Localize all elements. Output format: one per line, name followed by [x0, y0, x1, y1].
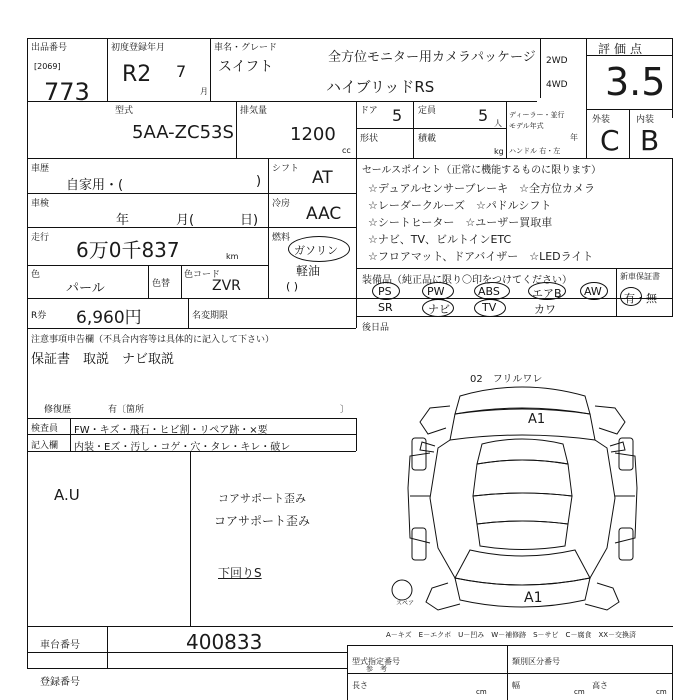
inspection-month: 月( [176, 213, 195, 228]
note-underbody: 下回りS [218, 566, 262, 580]
displacement-value: 1200 [290, 124, 336, 145]
ac-label: 冷房 [272, 199, 291, 209]
color-change-label: 色替 [152, 279, 171, 289]
equip-ps-circle [372, 282, 400, 300]
inspector-row-interior: 内装・Eズ・汚し・コゲ・穴・タレ・キレ・破レ [74, 442, 291, 453]
load-label: 積載 [418, 134, 437, 144]
damage-mark-top: 02 フリルワレ [470, 374, 543, 385]
color-label: 色 [31, 270, 41, 280]
height-unit: cm [656, 688, 667, 696]
kg-unit: kg [494, 147, 504, 156]
lot-number: 773 [44, 78, 90, 106]
history-label: 車歴 [31, 164, 50, 174]
model-code: 5AA-ZC53S [132, 122, 234, 143]
displacement-label: 排気量 [240, 106, 268, 116]
fuel-diesel: 軽油 [296, 264, 321, 278]
color-code-value: ZVR [212, 278, 241, 294]
sales-point-line: ☆レーダークルーズ ☆パドルシフト [368, 199, 552, 212]
repair-value: 有〔箇所 [108, 405, 145, 415]
score-value: 3.5 [605, 60, 666, 104]
notes-text: 保証書 取説 ナビ取説 [31, 352, 175, 367]
repair-close: 〕 [340, 405, 350, 415]
chassis-number: 400833 [186, 630, 263, 654]
sales-point-line: ☆ナビ、TV、ビルトインETC [368, 233, 512, 246]
dealer-label: ディーラー・並行 [509, 111, 565, 119]
width-label: 幅 [512, 681, 520, 690]
model-label: 型式 [115, 106, 134, 116]
equip-tv-circle [474, 299, 506, 317]
cc-unit: cc [342, 146, 351, 155]
fuel-other: ( ) [286, 280, 299, 293]
capacity-label: 定員 [418, 106, 437, 116]
shift-value: AT [312, 168, 333, 188]
inspection-year: 年 [116, 213, 130, 228]
equip-pw: PW [427, 285, 445, 298]
grade-name: ハイブリッドRS [326, 78, 435, 96]
registration-month: 7 [176, 62, 187, 81]
sales-point-line: ☆デュアルセンサーブレーキ ☆全方位カメラ [368, 182, 595, 195]
car-name: スイフト [218, 59, 274, 75]
note-au: A.U [54, 486, 80, 504]
equip-pw-circle [422, 282, 454, 300]
ac-value: AAC [306, 204, 342, 224]
mileage-value: 6万0千837 [76, 238, 180, 262]
score-label: 評価点 [598, 42, 647, 56]
type-cert-label: 型式指定番号 [352, 657, 400, 666]
warranty-value: 有・無 [624, 292, 657, 305]
equip-abs-circle [474, 282, 510, 300]
equipment-title: 装備品（純正品に限り〇印をつけてください） [362, 275, 572, 286]
drive-2wd: 2WD [546, 56, 568, 66]
spare-label: スペア [396, 600, 415, 607]
repair-label: 修復歴 [44, 405, 72, 415]
equip-navi: ナビ [428, 303, 450, 316]
height-label: 高さ [592, 681, 608, 690]
warranty-circle [620, 287, 642, 306]
doors-value: 5 [392, 106, 403, 125]
persons-unit: 人 [494, 119, 502, 128]
inspector-label: 検査員 [31, 424, 59, 434]
doors-label: ドア [360, 106, 378, 116]
notes-title: 注意事項申告欄（不具合内容等は具体的に記入して下さい） [31, 335, 275, 345]
package-name: 全方位モニター用カメラパッケージ [328, 50, 536, 65]
lot-sub-number: [2069] [34, 62, 61, 71]
equip-tv: TV [482, 301, 497, 314]
equip-airbag: エアB [532, 287, 562, 300]
note-core-support-1: コアサポート歪み [218, 492, 306, 505]
interior-label: 内装 [636, 115, 655, 125]
shift-label: シフト [272, 164, 300, 174]
exterior-label: 外装 [592, 115, 611, 125]
exterior-grade: C [600, 124, 620, 157]
equip-navi-circle [422, 299, 454, 317]
month-unit: 月 [200, 87, 208, 96]
warranty-label: 新車保証書 [620, 272, 660, 281]
damage-mark-a1-bottom: A1 [524, 590, 543, 606]
type-cert-ref: 参 考 [366, 665, 387, 673]
model-year-label: モデル年式 [509, 122, 544, 130]
equip-airbag-circle [528, 282, 566, 300]
first-registration-label: 初度登録年月 [111, 43, 166, 53]
drive-4wd: 4WD [546, 80, 568, 90]
equip-ps: PS [378, 285, 392, 298]
inspector-row-exterior: FW・キズ・飛石・ヒビ割・リペア跡・×要 [74, 425, 268, 436]
equip-abs: ABS [478, 285, 500, 298]
interior-grade: B [640, 124, 660, 157]
car-diagram [390, 378, 655, 618]
shape-label: 形状 [360, 134, 379, 144]
year-unit: 年 [570, 133, 578, 142]
handle-label: ハンドル 右・左 [509, 147, 561, 155]
entry-label: 記入欄 [31, 441, 59, 451]
name-change-label: 名変期限 [192, 311, 229, 321]
equip-aw: AW [584, 285, 602, 298]
damage-mark-a1-top: A1 [528, 412, 546, 427]
sales-points-title: セールスポイント（正常に機能するものに限ります） [362, 165, 602, 176]
equip-aw-circle [580, 282, 608, 300]
fuel-gasoline: ガソリン [294, 244, 338, 257]
history-value: 自家用・( [66, 178, 124, 193]
km-unit: km [226, 252, 239, 261]
sales-point-line: ☆フロアマット、ドアバイザー ☆LEDライト [368, 250, 594, 263]
length-label: 長さ [352, 681, 368, 690]
width-unit: cm [574, 688, 585, 696]
registration-era: R2 [122, 62, 152, 87]
recycle-value: 6,960円 [76, 308, 142, 328]
sales-point-line: ☆シートヒーター ☆ユーザー買取車 [368, 216, 553, 229]
class-label: 類別区分番号 [512, 657, 560, 666]
note-core-support-2: コアサポート歪み [214, 514, 311, 528]
lot-number-label: 出品番号 [31, 43, 68, 53]
inspection-day: 日) [240, 213, 259, 228]
equip-leather: カワ [534, 303, 556, 316]
color-code-label: 色コード [184, 270, 221, 280]
inspection-label: 車検 [31, 199, 50, 209]
chassis-label: 車台番号 [40, 640, 80, 651]
fuel-label: 燃料 [272, 233, 291, 243]
after-items-label: 後日品 [362, 323, 390, 333]
length-unit: cm [476, 688, 487, 696]
capacity-value: 5 [478, 106, 489, 125]
car-name-label: 車名・グレード [214, 43, 278, 53]
damage-legend: A－キズ E－エクボ U－凹み W－補修跡 S－サビ C－腐食 XX－交換済 [386, 631, 637, 639]
history-close: ) [256, 174, 262, 189]
fuel-selected-mark [288, 236, 350, 262]
equip-sr: SR [378, 301, 393, 314]
color-value: パール [66, 281, 105, 296]
registration-label: 登録番号 [40, 677, 80, 688]
recycle-label: R券 [31, 311, 47, 321]
mileage-label: 走行 [31, 233, 50, 243]
